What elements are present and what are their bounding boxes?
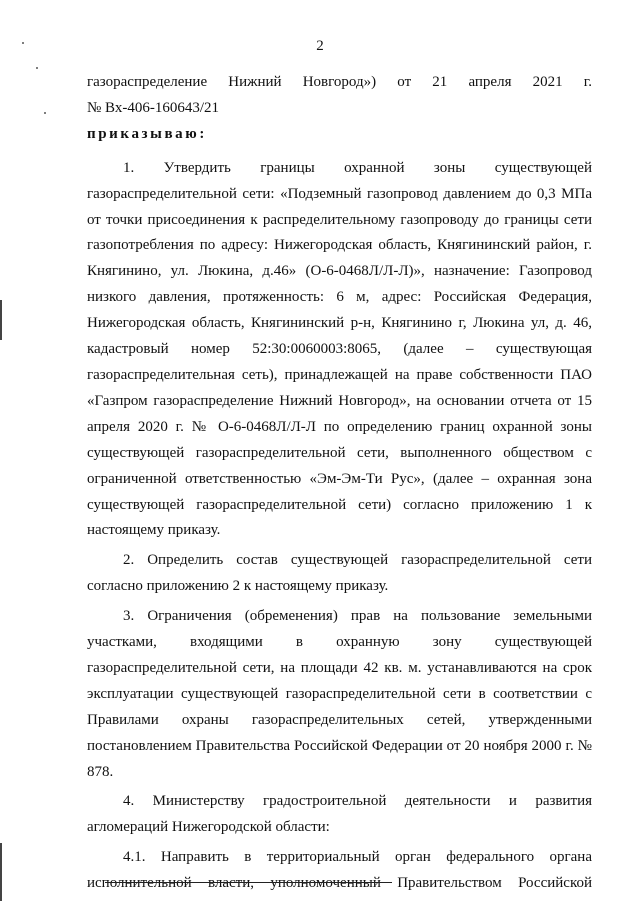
footer-rule bbox=[105, 882, 392, 883]
paragraph-1: 1. Утвердить границы охранной зоны существующей газораспределительной сети: «Подземный газопровод давлением до 0,3 МПа от точки присоединения к распределительному газопроводу до границы сети газопотребления по адресу: Нижегородская область, Княгининский район, г. Княгинино, ул. Люкина, д.46» (О-6-0468Л/Л-Л)», назначение: Газопровод низкого давления, протяженность: 6 м, адрес: Российская Федерация, Нижегородская область, Княгининский р-н, Княгинино г, Люкина ул, д. 46, кадастровый номер 52:30:0060003:8065, (далее – существующая газораспределительная сеть), принадлежащей на праве собственности ПАО «Газпром газораспределение Нижний Новгород», на основании отчета от 15 апреля 2020 г. № О-6-0468Л/Л-Л по определению границ охранной зоны существующей газораспределительной сети, выполненного обществом с ограниченной ответственностью «Эм-Эм-Ти Рус», (далее – охранная зона существующей газораспределительной сети) согласно приложению 1 к настоящему приказу. bbox=[87, 159, 592, 539]
scan-speck bbox=[44, 112, 46, 114]
page-number: 2 bbox=[316, 38, 324, 54]
paragraph-4-1: 4.1. Направить в территориальный орган федерального органа исполнительной власти, уполномоченный Правительством Российской bbox=[87, 849, 592, 892]
paragraph-continuation: газораспределение Нижний Новгород») от 21 апреля 2021 г. bbox=[87, 74, 592, 90]
paragraph-2: 2. Определить состав существующей газораспределительной сети согласно приложению 2 к настоящему приказу. bbox=[87, 552, 592, 595]
body-text bbox=[87, 70, 592, 897]
scan-speck bbox=[22, 42, 24, 44]
scan-edge-mark bbox=[0, 300, 2, 340]
scan-edge-mark bbox=[0, 843, 2, 901]
paragraph-3: 3. Ограничения (обременения) прав на пользование земельными участками, входящими в охранную зону существующей газораспределительной сети, на площади 42 кв. м. устанавливаются на срок эксплуатации существующей газораспределительной сети в соответствии с Правилами охраны газораспределительных сетей, утвержденными постановлением Правительства Российской Федерации от 20 ноября 2000 г. № 878. bbox=[87, 608, 592, 780]
scan-speck bbox=[36, 67, 38, 69]
paragraph-4: 4. Министерству градостроительной деятельности и развития агломераций Нижегородской области: bbox=[87, 793, 592, 836]
order-heading: приказываю: bbox=[87, 125, 207, 142]
incoming-reference: № Вх-406-160643/21 bbox=[87, 99, 220, 116]
